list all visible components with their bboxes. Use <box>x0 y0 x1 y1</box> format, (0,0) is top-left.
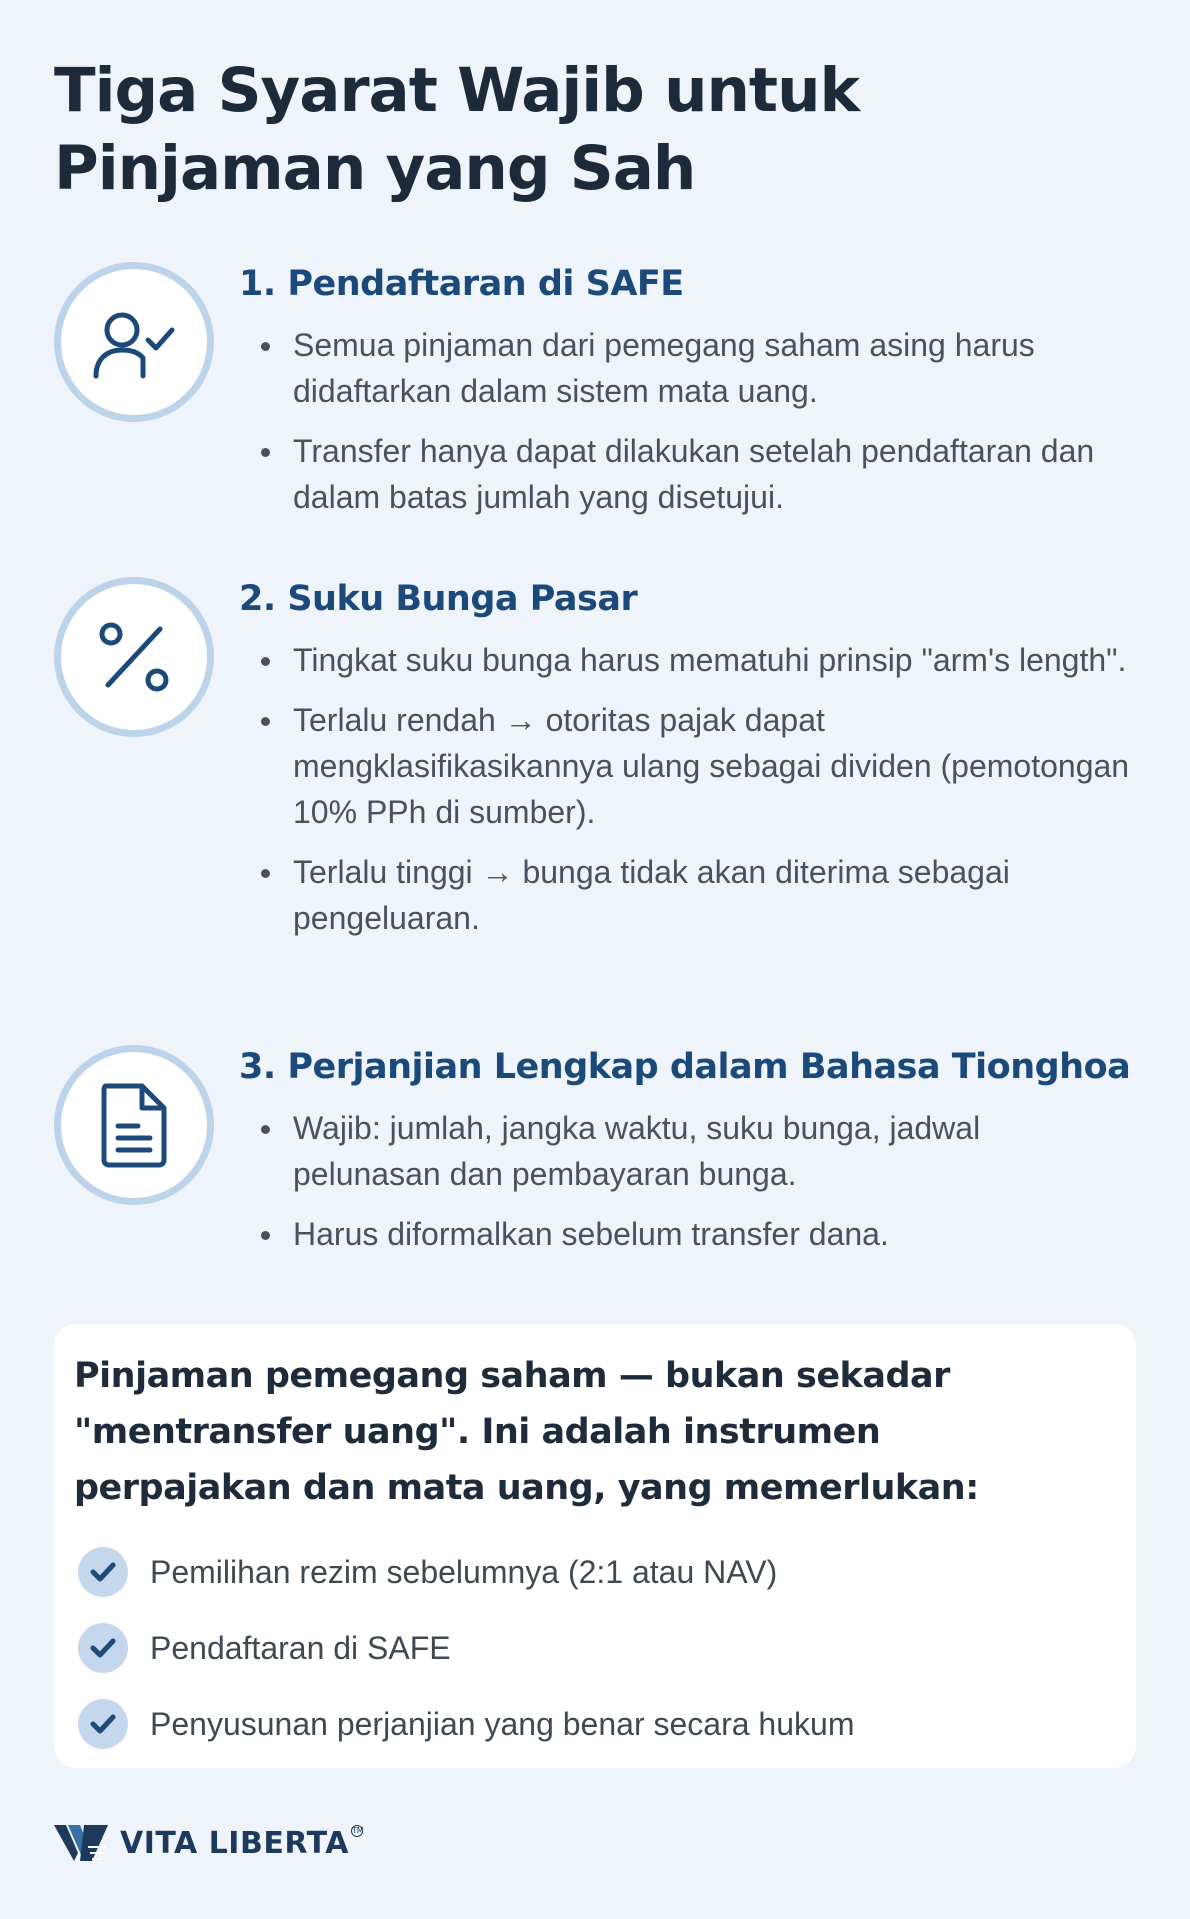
checklist-item <box>74 1610 1112 1686</box>
section-title: 1. Pendaftaran di SAFE <box>239 264 684 304</box>
bullet-item: Harus diformalkan sebelum transfer dana. <box>239 1211 1136 1257</box>
section-title: 3. Perjanjian Lengkap dalam Bahasa Tionghoa <box>239 1047 1131 1087</box>
bullet-item: Tingkat suku bunga harus mematuhi prinsip "arm's length". <box>239 637 1136 683</box>
document-icon-circle <box>54 1045 214 1205</box>
bullet-item: Wajib: jumlah, jangka waktu, suku bunga, jadwal pelunasan dan pembayaran bunga. <box>239 1105 1136 1197</box>
checklist-item-text: Penyusunan perjanjian yang benar secara hukum <box>150 1706 855 1742</box>
section-agreement-body <box>239 1045 1136 1271</box>
checkmark-icon <box>78 1547 128 1597</box>
checkmark-icon <box>78 1699 128 1749</box>
bullet-item: Semua pinjaman dari pemegang saham asing harus didaftarkan dalam sistem mata uang. <box>239 322 1136 414</box>
section-interest-rate-body <box>239 577 1136 955</box>
bullet-item: Terlalu tinggi → bunga tidak akan diterima sebagai pengeluaran. <box>239 849 1136 941</box>
brand-logo <box>54 1823 363 1863</box>
bullet-list <box>239 322 1136 520</box>
section-title: 2. Suku Bunga Pasar <box>239 579 638 619</box>
page-title: Tiga Syarat Wajib untuk Pinjaman yang Sah <box>54 55 860 204</box>
bullet-item: Transfer hanya dapat dilakukan setelah pendaftaran dan dalam batas jumlah yang disetujui. <box>239 428 1136 520</box>
bullet-item: Terlalu rendah → otoritas pajak dapat mengklasifikasikannya ulang sebagai dividen (pemotongan 10% PPh di sumber). <box>239 697 1136 835</box>
checklist-item-text: Pemilihan rezim sebelumnya (2:1 atau NAV) <box>150 1554 778 1590</box>
user-check-icon-circle <box>54 262 214 422</box>
checklist-item <box>74 1534 1112 1610</box>
checkmark-icon <box>78 1623 128 1673</box>
user-check-icon <box>88 296 180 388</box>
bullet-list <box>239 637 1136 941</box>
brand-name: VITA LIBERTA <box>120 1825 349 1861</box>
checklist-item <box>74 1686 1112 1762</box>
percent-icon <box>94 617 174 697</box>
bullet-list <box>239 1105 1136 1257</box>
percent-icon-circle <box>54 577 214 737</box>
checklist <box>74 1534 1112 1762</box>
summary-title: Pinjaman pemegang saham — bukan sekadar "mentransfer uang". Ini adalah instrumen perpajakan dan mata uang, yang memerlukan: <box>74 1356 979 1508</box>
summary-card <box>54 1324 1136 1768</box>
section-registration-body <box>239 262 1136 534</box>
vita-liberta-logo-icon <box>54 1823 110 1863</box>
trademark-mark: TM <box>351 1826 364 1835</box>
checklist-item-text: Pendaftaran di SAFE <box>150 1630 451 1666</box>
document-icon <box>96 1080 172 1170</box>
